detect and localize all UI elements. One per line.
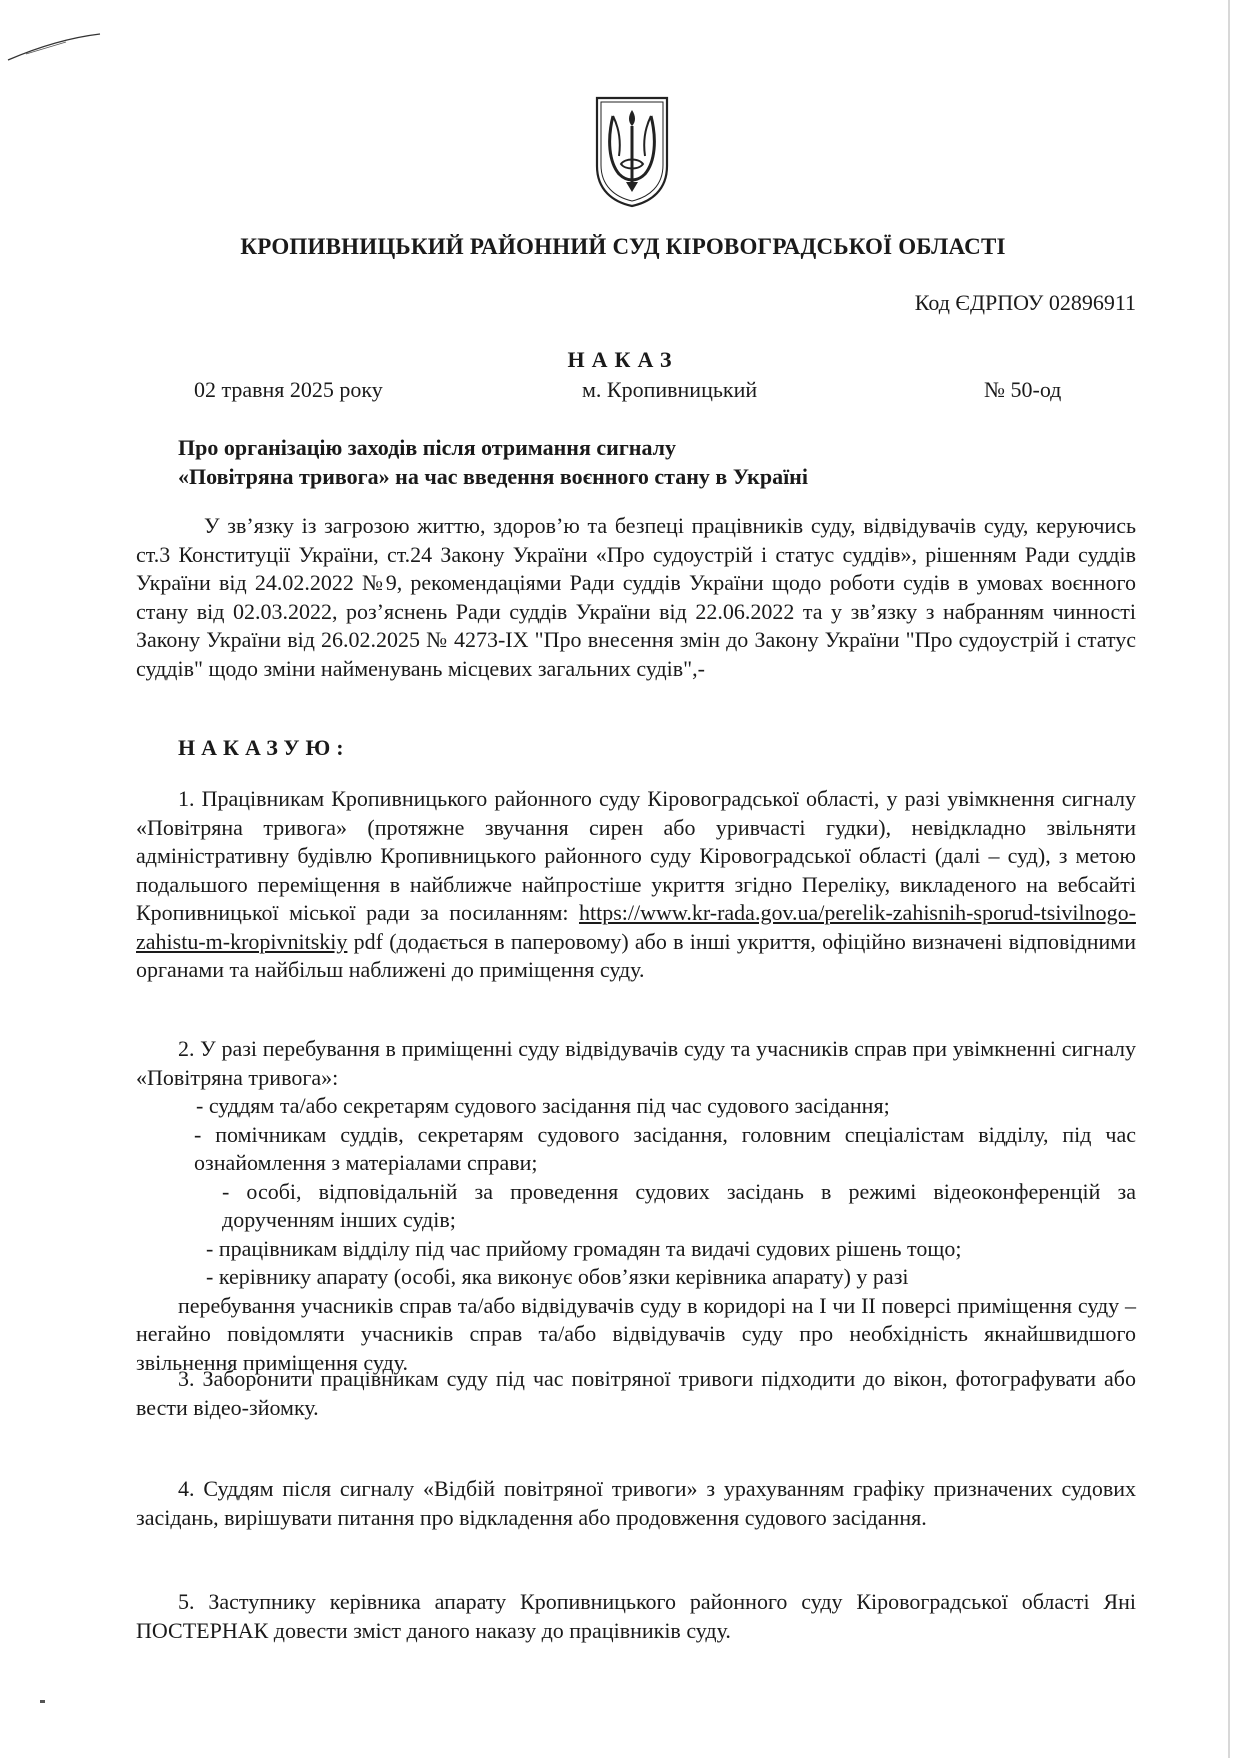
- preamble-paragraph: У зв’язку із загрозою життю, здоров’ю та безпеці працівників суду, відвідувачів суду, керуючись ст.3 Конституції України, ст.24 Закону України «Про судоустрій і статус суддів», рішенням Ради суддів України від 24.02.2022 №9, рекомендаціями Ради суддів України щодо роботи судів в умовах воєнного стану від 02.03.2022, роз’яснень Ради суддів України від 22.06.2022 та у зв’язку з набранням чинності Закону України від 26.02.2025 № 4273-ІХ "Про внесення змін до Закону України "Про судоустрій і статус суддів" щодо зміни найменувань місцевих загальних судів",-: [136, 513, 1136, 681]
- order-subject-line-1: Про організацію заходів після отримання сигналу: [178, 435, 677, 460]
- scan-edge-line: [1228, 0, 1230, 1758]
- scan-speck: [40, 1700, 45, 1703]
- preamble-section: [136, 512, 1136, 683]
- shelters-list-link[interactable]: https://www.kr-rada.gov.ua/perelik-zahisnih-sporud-tsivilnogo-zahistu-m-kropivnitskiy: [136, 900, 1136, 954]
- order-item-1: [136, 785, 1136, 985]
- order-item-4: [136, 1475, 1136, 1532]
- order-title: НАКАЗ: [567, 347, 679, 372]
- order-item-5: [136, 1588, 1136, 1645]
- order-date: 02 травня 2025 року: [194, 377, 383, 402]
- order-item-1-text: 1. Працівникам Кропивницького районного суду Кіровоградської області, у разі увімкнення сигналу «Повітряна тривога» (протяжне звучання сирен або уривчасті гудки), невідкладно звільняти адміністративну будівлю Кропивницького районного суду Кіровоградської області (далі – суд), з метою подальшого переміщення в найближче найпростіше укриття згідно Переліку, викладеного на вебсайті Кропивницької міської ради за посиланням:: [136, 786, 1136, 925]
- edrpou-code: Код ЄДРПОУ 02896911: [914, 290, 1136, 315]
- order-number: № 50-од: [984, 377, 1062, 402]
- order-item-3: [136, 1365, 1136, 1422]
- order-item-4-paragraph: 4. Суддям після сигналу «Відбій повітряної тривоги» з урахуванням графіку призначених судових засідань, вирішувати питання про відкладення або продовження судового засідання.: [136, 1476, 1136, 1530]
- order-item-2-dash-1: - суддям та/або секретарям судового засідання під час судового засідання;: [196, 1093, 890, 1118]
- order-item-5-paragraph: 5. Заступнику керівника апарату Кропивницького районного суду Кіровоградської області Яні ПОСТЕРНАК довести зміст даного наказу до працівників суду.: [136, 1589, 1136, 1643]
- order-item-2-dash-3: - особі, відповідальній за проведення судових засідань в режимі відеоконференцій за дорученням інших судів;: [222, 1178, 1136, 1232]
- order-item-3-paragraph: 3. Заборонити працівникам суду під час повітряної тривоги підходити до вікон, фотографувати або вести відео-зйомку.: [136, 1366, 1136, 1420]
- order-subject: [178, 433, 1078, 491]
- order-item-1-paragraph: [136, 785, 1136, 985]
- order-city: м. Кропивницький: [582, 377, 758, 402]
- order-item-2-dash-2: - помічникам суддів, секретарям судового засідання, головним спеціалістам відділу, під час ознайомлення з матеріалами справи;: [194, 1121, 1136, 1175]
- order-item-1-text-end: pdf (додається в паперовому) або в інші укриття, офіційно визначені відповідними органами та найбільш наближені до приміщення суду.: [136, 928, 1136, 982]
- order-item-2-intro: 2. У разі перебування в приміщенні суду відвідувачів суду та учасників справ при увімкненні сигналу «Повітряна тривога»:: [136, 1036, 1136, 1090]
- court-name-heading: КРОПИВНИЦЬКИЙ РАЙОННИЙ СУД КІРОВОГРАДСЬКОЇ ОБЛАСТІ: [240, 234, 1006, 259]
- order-subject-line-2: «Повітряна тривога» на час введення воєнного стану в Україні: [178, 464, 808, 489]
- pen-stroke-mark: [6, 30, 102, 64]
- order-item-2-dash-5: - керівнику апарату (особі, яка виконує обов’язки керівника апарату) у разі: [206, 1264, 909, 1289]
- order-verb-heading: НАКАЗУЮ:: [178, 735, 350, 760]
- order-item-2-tail: перебування учасників справ та/або відвідувачів суду в коридорі на І чи ІІ поверсі приміщення суду – негайно повідомляти учасників справ та/або відвідувачів суду про необхідність якнайшвидшого звільнення приміщення суду.: [136, 1292, 1136, 1375]
- order-item-2: [136, 1035, 1136, 1377]
- coat-of-arms-trident-icon: [593, 94, 671, 209]
- order-item-2-dash-4: - працівникам відділу під час прийому громадян та видачі судових рішень тощо;: [206, 1235, 962, 1261]
